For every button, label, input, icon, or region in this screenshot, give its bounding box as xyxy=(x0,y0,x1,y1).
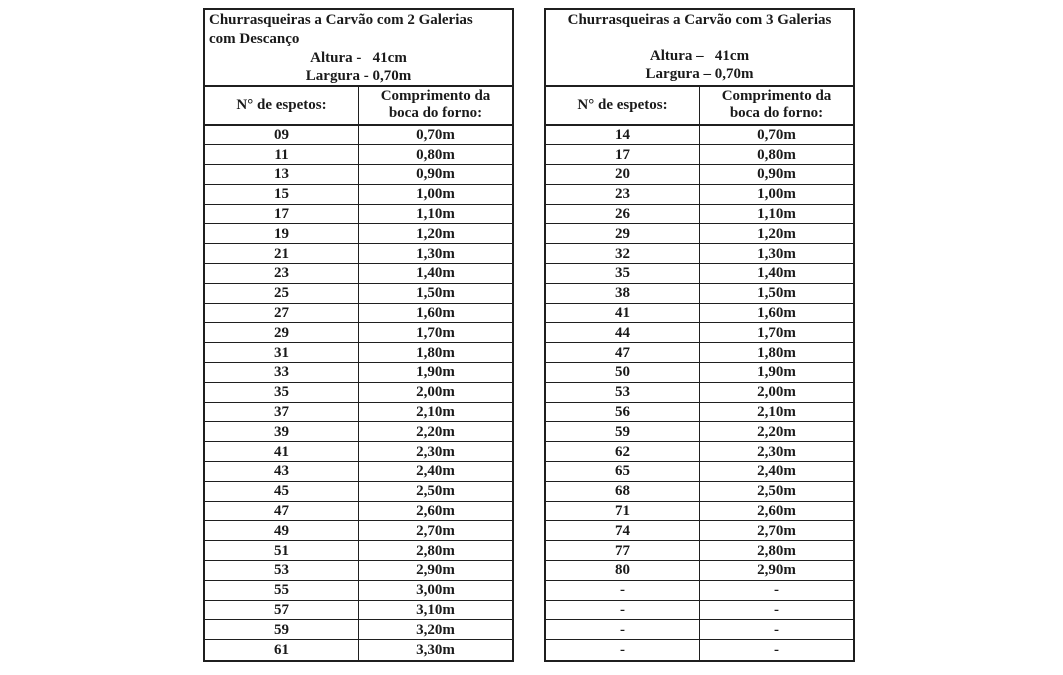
spec-table xyxy=(205,87,512,660)
table-cell: 26 xyxy=(546,204,700,224)
table-cell: 11 xyxy=(205,145,359,165)
table-cell: 0,90m xyxy=(700,165,854,185)
table-2-galerias xyxy=(203,8,514,662)
table-row xyxy=(546,462,853,482)
table-cell: 1,30m xyxy=(359,244,513,264)
table-cell: 23 xyxy=(546,184,700,204)
table-cell: 57 xyxy=(205,600,359,620)
table-row xyxy=(546,402,853,422)
table-cell: 3,10m xyxy=(359,600,513,620)
table-cell: 33 xyxy=(205,363,359,383)
table-cell: 2,10m xyxy=(359,402,513,422)
table-cell: 1,80m xyxy=(700,343,854,363)
table-cell: 2,90m xyxy=(359,561,513,581)
table-cell: 80 xyxy=(546,561,700,581)
table-title-block xyxy=(546,10,853,87)
table-cell: 53 xyxy=(546,382,700,402)
table-cell: 71 xyxy=(546,501,700,521)
table-3-galerias xyxy=(544,8,855,662)
tables-container xyxy=(203,8,855,662)
dim-largura: Largura – 0,70m xyxy=(645,66,754,82)
table-header xyxy=(546,87,853,125)
table-cell: 2,60m xyxy=(700,501,854,521)
table-row xyxy=(205,145,512,165)
table-row xyxy=(546,343,853,363)
table-row xyxy=(205,303,512,323)
table-cell: 1,10m xyxy=(700,204,854,224)
table-cell: 3,00m xyxy=(359,580,513,600)
table-cell: 61 xyxy=(205,640,359,660)
table-cell: 47 xyxy=(546,343,700,363)
table-cell: 25 xyxy=(205,283,359,303)
table-cell: 2,20m xyxy=(359,422,513,442)
header-row xyxy=(546,87,853,125)
table-row xyxy=(205,264,512,284)
table-row xyxy=(205,580,512,600)
table-cell: 1,80m xyxy=(359,343,513,363)
table-row xyxy=(205,422,512,442)
table-row xyxy=(546,422,853,442)
table-cell: 17 xyxy=(205,204,359,224)
table-cell: 59 xyxy=(546,422,700,442)
table-cell: 2,40m xyxy=(359,462,513,482)
table-row xyxy=(205,402,512,422)
table-row xyxy=(546,184,853,204)
table-cell: 0,90m xyxy=(359,165,513,185)
table-cell: 15 xyxy=(205,184,359,204)
col-header-espetos: N° de espetos: xyxy=(205,87,359,125)
table-row xyxy=(546,541,853,561)
table-cell: 68 xyxy=(546,481,700,501)
table-cell: 38 xyxy=(546,283,700,303)
table-cell: 41 xyxy=(546,303,700,323)
table-cell: 2,50m xyxy=(359,481,513,501)
table-row xyxy=(205,204,512,224)
col-header-comprimento: Comprimento da boca do forno: xyxy=(700,87,854,125)
table-row xyxy=(205,640,512,660)
dim-altura: Altura – 41cm xyxy=(649,48,750,64)
table-cell: 0,80m xyxy=(700,145,854,165)
table-row xyxy=(546,640,853,660)
table-cell: 1,00m xyxy=(359,184,513,204)
table-cell: 20 xyxy=(546,165,700,185)
table-cell: 1,90m xyxy=(700,363,854,383)
header-row xyxy=(205,87,512,125)
table-cell: 35 xyxy=(205,382,359,402)
table-row xyxy=(546,521,853,541)
table-row xyxy=(205,481,512,501)
table-cell: 14 xyxy=(546,125,700,145)
table-row xyxy=(546,125,853,145)
table-row xyxy=(546,323,853,343)
table-cell: 2,20m xyxy=(700,422,854,442)
table-cell: 3,20m xyxy=(359,620,513,640)
table-cell: 1,40m xyxy=(700,264,854,284)
table-row xyxy=(205,462,512,482)
table-row xyxy=(205,561,512,581)
table-cell: 2,30m xyxy=(359,442,513,462)
table-cell: 29 xyxy=(205,323,359,343)
dimensions xyxy=(209,49,508,85)
table-cell: 3,30m xyxy=(359,640,513,660)
table-cell: 0,70m xyxy=(700,125,854,145)
table-title xyxy=(209,11,508,49)
table-row xyxy=(546,620,853,640)
table-row xyxy=(205,224,512,244)
table-cell: - xyxy=(700,580,854,600)
dim-largura: Largura - 0,70m xyxy=(305,68,412,84)
table-row xyxy=(546,145,853,165)
table-cell: 56 xyxy=(546,402,700,422)
table-cell: 50 xyxy=(546,363,700,383)
table-cell: - xyxy=(700,620,854,640)
table-row xyxy=(546,442,853,462)
table-cell: 1,90m xyxy=(359,363,513,383)
table-cell: 1,20m xyxy=(700,224,854,244)
table-row xyxy=(205,125,512,145)
table-row xyxy=(546,224,853,244)
dimensions xyxy=(550,47,849,83)
table-row xyxy=(205,600,512,620)
table-cell: - xyxy=(546,620,700,640)
table-cell: - xyxy=(546,580,700,600)
table-cell: 77 xyxy=(546,541,700,561)
table-row xyxy=(546,165,853,185)
table-cell: 59 xyxy=(205,620,359,640)
table-row xyxy=(546,204,853,224)
table-row xyxy=(205,323,512,343)
table-cell: 74 xyxy=(546,521,700,541)
table-cell: 62 xyxy=(546,442,700,462)
table-cell: 53 xyxy=(205,561,359,581)
table-cell: 2,70m xyxy=(359,521,513,541)
table-cell: 37 xyxy=(205,402,359,422)
table-row xyxy=(205,184,512,204)
table-row xyxy=(546,303,853,323)
table-title-block xyxy=(205,10,512,87)
table-cell: 1,60m xyxy=(700,303,854,323)
table-row xyxy=(205,382,512,402)
col-header-comprimento: Comprimento da boca do forno: xyxy=(359,87,513,125)
col-header-espetos: N° de espetos: xyxy=(546,87,700,125)
table-row xyxy=(205,442,512,462)
table-row xyxy=(205,620,512,640)
table-title-line2: com Descanço xyxy=(209,31,300,47)
table-row xyxy=(546,363,853,383)
table-row xyxy=(205,244,512,264)
table-cell: 47 xyxy=(205,501,359,521)
table-cell: 23 xyxy=(205,264,359,284)
table-cell: - xyxy=(700,640,854,660)
table-cell: 09 xyxy=(205,125,359,145)
table-cell: 41 xyxy=(205,442,359,462)
table-cell: - xyxy=(700,600,854,620)
table-row xyxy=(205,521,512,541)
table-cell: 2,00m xyxy=(700,382,854,402)
table-cell: 2,90m xyxy=(700,561,854,581)
table-cell: 13 xyxy=(205,165,359,185)
table-cell: 1,00m xyxy=(700,184,854,204)
table-cell: 1,40m xyxy=(359,264,513,284)
table-body xyxy=(205,125,512,660)
table-cell: 2,60m xyxy=(359,501,513,521)
table-cell: 1,70m xyxy=(359,323,513,343)
table-cell: 2,80m xyxy=(359,541,513,561)
table-body xyxy=(546,125,853,660)
table-row xyxy=(546,382,853,402)
table-cell: 2,50m xyxy=(700,481,854,501)
table-cell: 65 xyxy=(546,462,700,482)
table-title xyxy=(550,11,849,30)
table-cell: 21 xyxy=(205,244,359,264)
table-cell: 19 xyxy=(205,224,359,244)
table-row xyxy=(205,165,512,185)
table-cell: 51 xyxy=(205,541,359,561)
table-title-line1: Churrasqueiras a Carvão com 2 Galerias xyxy=(209,12,473,28)
table-cell: 43 xyxy=(205,462,359,482)
table-cell: 2,00m xyxy=(359,382,513,402)
table-row xyxy=(546,481,853,501)
table-row xyxy=(546,244,853,264)
table-row xyxy=(205,541,512,561)
table-cell: 31 xyxy=(205,343,359,363)
dim-altura: Altura - 41cm xyxy=(310,50,407,66)
table-row xyxy=(546,283,853,303)
table-cell: 1,30m xyxy=(700,244,854,264)
table-cell: 2,10m xyxy=(700,402,854,422)
table-row xyxy=(205,283,512,303)
table-cell: 0,80m xyxy=(359,145,513,165)
table-row xyxy=(205,501,512,521)
table-title-line1: Churrasqueiras a Carvão com 3 Galerias xyxy=(567,12,832,28)
table-cell: 44 xyxy=(546,323,700,343)
table-row xyxy=(546,561,853,581)
table-cell: 2,70m xyxy=(700,521,854,541)
table-cell: 1,70m xyxy=(700,323,854,343)
table-row xyxy=(546,600,853,620)
table-cell: 55 xyxy=(205,580,359,600)
table-cell: - xyxy=(546,640,700,660)
table-cell: 0,70m xyxy=(359,125,513,145)
table-row xyxy=(546,580,853,600)
table-row xyxy=(205,363,512,383)
table-header xyxy=(205,87,512,125)
table-cell: 2,80m xyxy=(700,541,854,561)
table-cell: 27 xyxy=(205,303,359,323)
table-cell: 1,50m xyxy=(359,283,513,303)
table-cell: 1,20m xyxy=(359,224,513,244)
table-cell: 49 xyxy=(205,521,359,541)
table-cell: - xyxy=(546,600,700,620)
table-cell: 1,60m xyxy=(359,303,513,323)
table-cell: 1,10m xyxy=(359,204,513,224)
table-row xyxy=(205,343,512,363)
table-cell: 35 xyxy=(546,264,700,284)
table-cell: 45 xyxy=(205,481,359,501)
table-row xyxy=(546,264,853,284)
table-cell: 1,50m xyxy=(700,283,854,303)
spec-table xyxy=(546,87,853,660)
table-cell: 29 xyxy=(546,224,700,244)
table-cell: 2,30m xyxy=(700,442,854,462)
table-row xyxy=(546,501,853,521)
table-cell: 2,40m xyxy=(700,462,854,482)
table-cell: 32 xyxy=(546,244,700,264)
table-cell: 39 xyxy=(205,422,359,442)
table-cell: 17 xyxy=(546,145,700,165)
